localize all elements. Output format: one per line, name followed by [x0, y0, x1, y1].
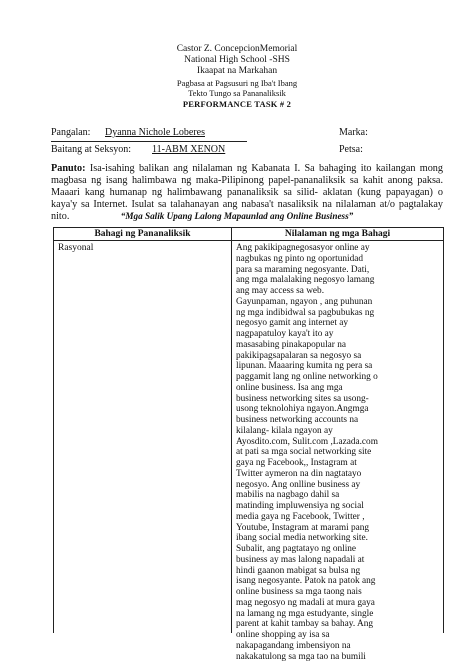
table-column-divider — [231, 228, 232, 633]
content-line: ang mga malalaking negosyo lamang — [236, 275, 438, 286]
content-line: matinding impluwensiya ng social — [236, 501, 438, 512]
instructions-label: Panuto: — [51, 163, 86, 174]
content-line: kilalang- kilala ngayon ay — [236, 426, 438, 437]
content-line: mabilis na nagbago dahil sa — [236, 490, 438, 501]
content-line: Twitter aymeron na din nagtatayo — [236, 469, 438, 480]
task-title: PERFORMANCE TASK # 2 — [0, 99, 474, 109]
score-label: Marka: — [339, 127, 368, 138]
subject-line1: Pagbasa at Pagsusuri ng Iba't Ibang — [0, 78, 474, 88]
table-header-divider — [54, 240, 443, 241]
school-name-line2: National High School -SHS — [0, 55, 474, 65]
content-line: masasabing pinakapopular na — [236, 340, 438, 351]
name-value: Dyanna Nichole Loberes — [105, 127, 205, 138]
section-value: 11-ABM XENON — [152, 144, 225, 155]
content-line: Subalit, ang pagtatayo ng online — [236, 544, 438, 555]
content-line: Ang pakikipagnegosasyor online ay — [236, 243, 438, 254]
content-line: na lamang ng mga estudyante, single — [236, 609, 438, 620]
content-line: business ay mas lalong napadali at — [236, 555, 438, 566]
content-line: hindi gaanon mabigat sa bulsa ng — [236, 566, 438, 577]
content-line: business networking sites sa usong- — [236, 394, 438, 405]
content-line: lipunan. Maaaring kumita ng pera sa — [236, 361, 438, 372]
content-line: business networking accounts na — [236, 415, 438, 426]
content-line: para sa maraming negosyante. Dati, — [236, 265, 438, 276]
content-line: at pati sa mga social networking site — [236, 447, 438, 458]
section-label: Baitang at Seksyon: — [51, 144, 131, 155]
school-name-line1: Castor Z. ConcepcionMemorial — [0, 44, 474, 54]
content-line: negosyo gamit ang internet ay — [236, 318, 438, 329]
table-row-content — [236, 243, 438, 662]
content-line: Ayosdito.com, Sulit.com ,Lazada.com — [236, 437, 438, 448]
content-line: usong teknolohiya ngayon.Angmga — [236, 404, 438, 415]
content-line: ibang social media networking site. — [236, 533, 438, 544]
content-line: nagbukas ng pinto ng oportunidad — [236, 254, 438, 265]
subject-line2: Tekto Tungo sa Pananaliksik — [0, 88, 474, 98]
content-line: ng mga indibidwal sa pagbubukas ng — [236, 308, 438, 319]
content-line: paggamit lang ng online networking o — [236, 372, 438, 383]
content-line: mag negosyo ng madali at mura gaya — [236, 598, 438, 609]
name-label: Pangalan: — [51, 127, 90, 138]
content-table — [53, 227, 444, 633]
table-header-part: Bahagi ng Pananaliksik — [54, 229, 231, 239]
content-line: pakikipagsapalaran sa negosyo sa — [236, 351, 438, 362]
content-line: Gayunpaman, ngayon , ang puhunan — [236, 297, 438, 308]
quarter-label: Ikaapat na Markahan — [0, 66, 474, 76]
content-line: Youtube, Instagram at marami pang — [236, 523, 438, 534]
table-row-label: Rasyonal — [58, 243, 93, 253]
content-line: nagpapatuloy kaya't ito ay — [236, 329, 438, 340]
content-line: online shopping ay isa sa — [236, 630, 438, 641]
content-line: gaya ng Facebook,, Instagram at — [236, 458, 438, 469]
content-line: isang negosyante. Patok na patok ang — [236, 576, 438, 587]
content-line: online business. Isa ang mga — [236, 383, 438, 394]
content-line: ang may access sa web. — [236, 286, 438, 297]
content-line: nakakatulong sa mga tao na bumili — [236, 652, 438, 662]
content-line: nakapagandang imbensiyon na — [236, 641, 438, 652]
table-header-content: Nilalaman ng mga Bahagi — [232, 229, 443, 239]
research-title: “Mga Salik Upang Lalong Mapaunlad ang Online Business” — [0, 211, 474, 221]
instructions-text: Isa-isahing balikan ang nilalaman ng Kabanata I. Sa bahaging ito kailangan mong magbasa ng isang halimbawa ng maka-Pilipinong papel-pananaliksik sa kahit anong paksa. Maaari kang humanap ng halimbawang pananaliksik sa silid- aklatan (kung papayagan) o kaya'y sa Internet. Isulat sa talahanayan ang nabasa't nasaliksik na nilalaman at/o pagtalakay nito. — [51, 163, 443, 222]
content-line: negosyo. Ang onlline business ay — [236, 480, 438, 491]
content-line: parent at kahit tambay sa bahay. Ang — [236, 619, 438, 630]
content-line: online business sa mga taong nais — [236, 587, 438, 598]
name-underline — [51, 141, 247, 142]
content-line: media gaya ng Facebook, Twitter , — [236, 512, 438, 523]
date-label: Petsa: — [339, 144, 363, 155]
